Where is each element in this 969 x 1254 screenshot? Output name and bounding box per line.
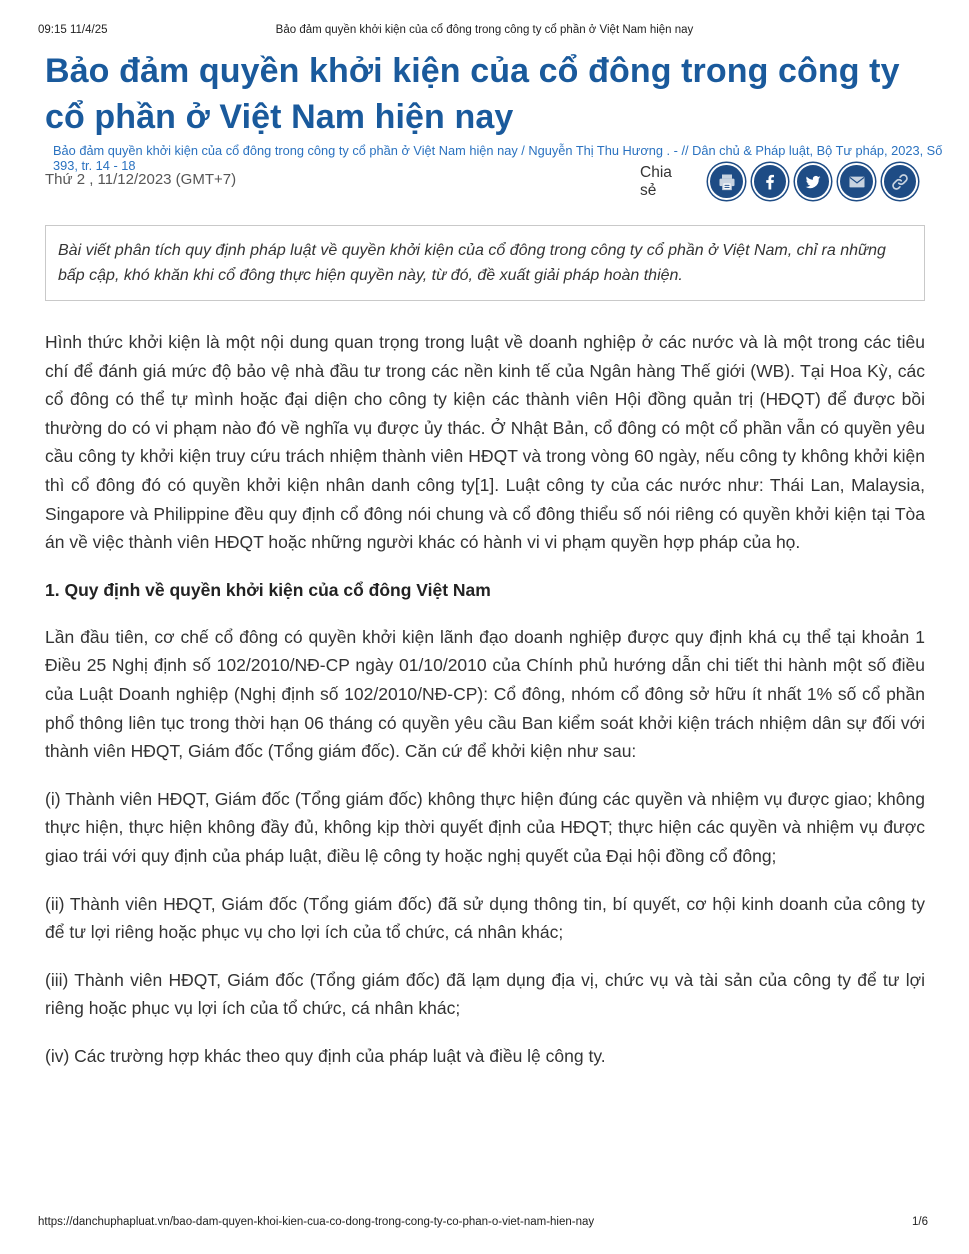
email-share-button[interactable] [838,163,874,200]
facebook-icon [760,172,780,192]
print-datetime: 09:15 11/4/25 [38,24,108,36]
article-meta [45,163,925,217]
article-summary: Bài viết phân tích quy định pháp luật về quyền khởi kiện của cổ đông trong công ty cổ phần ở Việt Nam, chỉ ra những bấp cập, khó khăn khi cổ đông thực hiện quyền này, từ đó, đề xuất giải pháp hoàn thiện. [45,225,925,301]
page-url: https://danchuphapluat.vn/bao-dam-quyen-khoi-kien-cua-co-dong-trong-cong-ty-co-phan-o-viet-nam-hien-nay [38,1216,595,1228]
section-heading: 1. Quy định về quyền khởi kiện của cổ đông Việt Nam [45,579,491,600]
article-title: Bảo đảm quyền khởi kiện của cổ đông trong công ty cổ phần ở Việt Nam hiện nay [45,52,900,136]
share-label: Chia sẻ [640,163,672,199]
article-citation-link[interactable]: Bảo đảm quyền khởi kiện của cổ đông trong công ty cổ phần ở Việt Nam hiện nay / Nguyễn Thị Thu Hương . - // Dân chủ & Pháp luật, Bộ Tư pháp, 2023, Số 393, tr. 14 - 18 [53,143,943,173]
page-number: 1/6 [912,1216,928,1228]
print-button[interactable] [708,163,744,200]
twitter-share-button[interactable] [795,163,831,200]
paragraph: Hình thức khởi kiện là một nội dung quan trọng trong luật về doanh nghiệp ở các nước và là một trong các tiêu chí để đánh giá mức độ bảo vệ nhà đầu tư trong các nền kinh tế của Ngân hàng Thế giới (WB). Tại Hoa Kỳ, các cổ đông có thể tự mình hoặc đại diện cho công ty kiện các thành viên Hội đồng quản trị (HĐQT) để được bồi thường do có vi phạm nào đó về nghĩa vụ được ủy thác. Ở Nhật Bản, cổ đông có một cổ phần vẫn có quyền yêu cầu công ty khởi kiện truy cứu trách nhiệm thành viên HĐQT và trong vòng 60 ngày, nếu công ty không khởi kiện thì cổ đông đó có quyền khởi kiện nhân danh công ty[1]. Luật công ty của các nước như: Thái Lan, Malaysia, Singapore và Philippine đều quy định cổ đông nói chung và cổ đông thiểu số nói riêng có quyền khởi kiện tại Tòa án về việc thành viên HĐQT hoặc những người khác có hành vi vi phạm quyền hợp pháp của họ. [45,332,925,553]
facebook-share-button[interactable] [752,163,788,200]
list-item: (iv) Các trường hợp khác theo quy định của pháp luật và điều lệ công ty. [45,1045,606,1066]
email-icon [847,172,867,192]
list-item: (ii) Thành viên HĐQT, Giám đốc (Tổng giám đốc) đã sử dụng thông tin, bí quyết, cơ hội kinh doanh của công ty để tư lợi riêng hoặc phục vụ cho lợi ích của tổ chức, cá nhân khác; [45,893,925,943]
link-icon [890,172,910,192]
share-bar [640,163,925,200]
article [45,48,943,1089]
publish-date: Thứ 2 , 11/12/2023 (GMT+7) [45,171,237,188]
print-page-title: Bảo đảm quyền khởi kiện của cổ đông trong công ty cổ phần ở Việt Nam hiện nay [275,24,694,36]
copy-link-button[interactable] [882,163,918,200]
list-item: (i) Thành viên HĐQT, Giám đốc (Tổng giám đốc) không thực hiện đúng các quyền và nhiệm vụ được giao; không thực hiện, thực hiện không đầy đủ, không kịp thời quyết định của HĐQT; thực hiện các quyền và nhiệm vụ được giao trái với quy định của pháp luật, điều lệ công ty hoặc nghị quyết của Đại hội đồng cổ đông; [45,788,925,866]
print-header [0,24,969,40]
twitter-icon [803,172,823,192]
print-icon [717,172,737,192]
paragraph: Lần đầu tiên, cơ chế cổ đông có quyền khởi kiện lãnh đạo doanh nghiệp được quy định khá cụ thể tại khoản 1 Điều 25 Nghị định số 102/2010/NĐ-CP ngày 01/10/2010 của Chính phủ hướng dẫn chi tiết thi hành một số điều của Luật Doanh nghiệp (Nghị định số 102/2010/NĐ-CP): Cổ đông, nhóm cổ đông sở hữu ít nhất 1% số cổ phần phổ thông liên tục trong thời hạn 06 tháng có quyền yêu cầu Ban kiểm soát khởi kiện trách nhiệm dân sự đối với thành viên HĐQT, Giám đốc (Tổng giám đốc). Căn cứ để khởi kiện như sau: [45,626,925,762]
article-body [45,328,925,1070]
list-item: (iii) Thành viên HĐQT, Giám đốc (Tổng giám đốc) đã lạm dụng địa vị, chức vụ và tài sản của công ty để tư lợi riêng hoặc phục vụ lợi ích của tổ chức, cá nhân khác; [45,969,925,1019]
